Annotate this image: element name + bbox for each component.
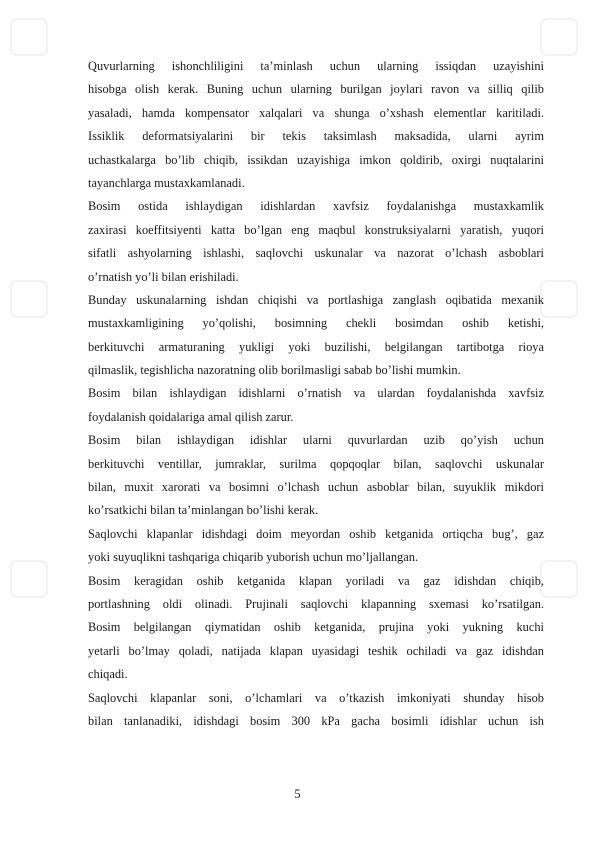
text-line: sifatli ashyolarning ishlashi, saqlovchi uskunalar va nazorat o’lchash asboblari xyxy=(88,246,544,261)
text-line: yoki suyuqlikni tashqariga chiqarib yuborish uchun mo’ljallangan. xyxy=(88,550,419,565)
page-number: 5 xyxy=(294,787,301,801)
text-line: Saqlovchi klapanlar soni, o’lchamlari va o’tkazish imkoniyati shunday hisob xyxy=(88,690,544,705)
text-line: Bosim ostida ishlaydigan idishlardan xavfsiz foydalanishga mustaxkamlik xyxy=(88,199,544,214)
text-line: Saqlovchi klapanlar idishdagi doim meyordan oshib ketganida ortiqcha bug’, gaz xyxy=(88,526,544,541)
text-line: mustaxkamligining yo’qolishi, bosimning chekli bosimdan oshib ketishi, xyxy=(88,316,544,331)
text-line: berkituvchi armaturaning yukligi yoki buzilishi, belgilangan tartibotga rioya xyxy=(88,339,544,354)
watermark-mark xyxy=(10,280,48,318)
text-line: berkituvchi ventillar, jumraklar, surilma qopqoqlar bilan, saqlovchi uskunalar xyxy=(88,456,544,471)
text-line: bilan, muxit xarorati va bosimni o’lchash uchun asboblar bilan, suyuklik mikdori xyxy=(88,480,544,495)
text-line: Quvurlarning ishonchliligini ta’minlash uchun ularning issiqdan uzayishini xyxy=(88,59,544,73)
text-line: zaxirasi koeffitsiyenti katta bo’lgan eng maqbul konstruksiyalarni yaratish, yuqori xyxy=(88,222,544,237)
watermark-mark xyxy=(10,560,48,598)
text-line: foydalanish qoidalariga amal qilish zarur. xyxy=(88,409,294,424)
text-line: o’rnatish yo’li bilan erishiladi. xyxy=(88,269,239,284)
watermark-mark xyxy=(540,280,578,318)
text-line: yasaladi, hamda kompensator xalqalari va shunga o’xshash elementlar karitiladi. xyxy=(88,105,544,120)
text-line: hisobga olish kerak. Buning uchun ularning burilgan joylari ravon va silliq qilib xyxy=(88,82,544,97)
text-line: Bosim bilan ishlaydigan idishlarni o’rnatish va ulardan foydalanishda xavfsiz xyxy=(88,386,544,401)
text-line: uchastkalarga bo’lib chiqib, issikdan uzayishiga imkon qoldirib, oxirgi nuqtalarini xyxy=(88,152,544,167)
watermark-mark xyxy=(540,560,578,598)
text-line: chiqadi. xyxy=(88,667,128,682)
watermark-mark xyxy=(540,18,578,56)
text-line: qilmaslik, tegishlicha nazoratning olib borilmasligi sabab bo’lishi mumkin. xyxy=(88,363,461,378)
text-line: yetarli bo’lmay qoladi, natijada klapan uyasidagi teshik ochiladi va gaz idishdan xyxy=(88,643,544,658)
text-line: ko’rsatkichi bilan ta’minlangan bo’lishi kerak. xyxy=(88,503,319,518)
text-line: Bosim bilan ishlaydigan idishlar ularni quvurlardan uzib qo’yish uchun xyxy=(88,433,544,448)
text-line: Bosim keragidan oshib ketganida klapan yoriladi va gaz idishdan chiqib, xyxy=(88,573,544,588)
text-line: Issiklik deformatsiyalarini bir tekis taksimlash maksadida, ularni ayrim xyxy=(88,129,544,144)
text-line: bilan tanlanadiki, idishdagi bosim 300 kPa gacha bosimli idishlar uchun ish xyxy=(88,713,544,728)
text-line: portlashning oldi olinadi. Prujinali saqlovchi klapanning sxemasi ko’rsatilgan. xyxy=(88,596,544,611)
body-text xyxy=(88,55,544,733)
text-line: Bunday uskunalarning ishdan chiqishi va portlashiga zanglash oqibatida mexanik xyxy=(88,292,544,307)
text-line: tayanchlarga mustaxkamlanadi. xyxy=(88,175,245,190)
watermark-mark xyxy=(10,18,48,56)
text-line: Bosim belgilangan qiymatidan oshib ketganida, prujina yoki yukning kuchi xyxy=(88,620,544,635)
